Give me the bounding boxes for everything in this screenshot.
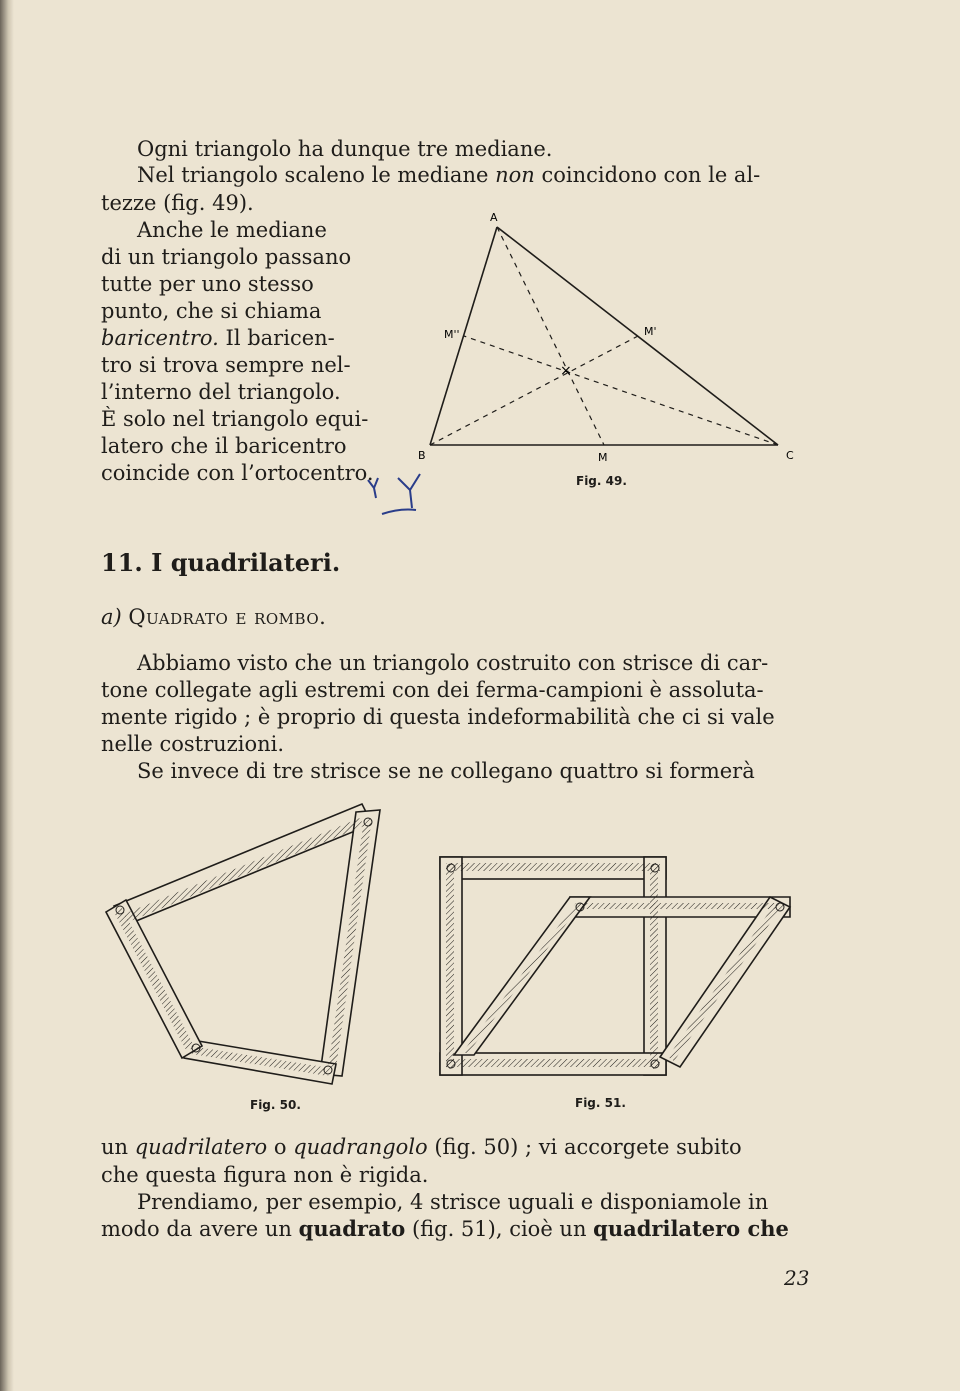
median-from-a <box>497 227 604 445</box>
subsection-heading: a) Quadrato e rombo. <box>101 605 327 629</box>
text-line: tro si trova sempre nel- <box>101 353 351 377</box>
midpoint-label-m: M <box>598 451 608 464</box>
midpoint-label-m1: M' <box>644 325 657 338</box>
text-line: tezze (fig. 49). <box>101 191 254 215</box>
section-heading: 11. I quadrilateri. <box>101 548 341 577</box>
page-number: 23 <box>784 1266 810 1290</box>
text-line: mente rigido ; è proprio di questa indeformabilità che ci si vale <box>101 705 775 729</box>
book-spine-shadow <box>0 0 14 1391</box>
fig49-triangle-diagram <box>410 205 810 490</box>
text-line: Ogni triangolo ha dunque tre mediane. <box>137 137 553 161</box>
median-from-c <box>464 336 778 445</box>
text-line: Prendiamo, per esempio, 4 strisce uguali e disponiamole in <box>137 1190 769 1214</box>
text-line: un quadrilatero o quadrangolo (fig. 50) ; vi accorgete subito <box>101 1135 742 1159</box>
fig50-quadrilateral-strips <box>100 800 390 1095</box>
vertex-label-b: B <box>418 449 426 462</box>
text-line: di un triangolo passano <box>101 245 352 269</box>
fig49-caption: Fig. 49. <box>576 474 627 488</box>
vertex-label-c: C <box>786 449 794 462</box>
median-from-b <box>430 336 638 445</box>
midpoint-label-m2: M'' <box>444 328 460 341</box>
triangle-side-ab <box>430 227 497 445</box>
text-line: È solo nel triangolo equi- <box>101 407 369 431</box>
text-line: tone collegate agli estremi con dei ferma-campioni è assoluta- <box>101 678 764 702</box>
text-line: Anche le mediane <box>137 218 327 242</box>
fig50-caption: Fig. 50. <box>250 1098 301 1112</box>
text-line: tutte per uno stesso <box>101 272 314 296</box>
text-line: Nel triangolo scaleno le mediane non coincidono con le al- <box>137 163 761 187</box>
text-line: che questa figura non è rigida. <box>101 1163 429 1187</box>
text-line: nelle costruzioni. <box>101 732 285 756</box>
text-line: coincide con l’ortocentro. <box>101 461 374 485</box>
text-line: Se invece di tre strisce se ne collegano quattro si formerà <box>137 759 755 783</box>
text-line: Abbiamo visto che un triangolo costruito con strisce di car- <box>137 651 769 675</box>
text-line: latero che il baricentro <box>101 434 347 458</box>
fig51-caption: Fig. 51. <box>575 1096 626 1110</box>
vertex-label-a: A <box>490 211 498 224</box>
text-line: baricentro. Il baricen- <box>101 326 335 350</box>
centroid-mark: × <box>560 363 572 379</box>
fig51-square-rhombus-strips <box>430 845 810 1090</box>
text-line: modo da avere un quadrato (fig. 51), cioè un quadrilatero che <box>101 1216 789 1241</box>
text-line: l’interno del triangolo. <box>101 380 341 404</box>
text-line: punto, che si chiama <box>101 299 322 323</box>
